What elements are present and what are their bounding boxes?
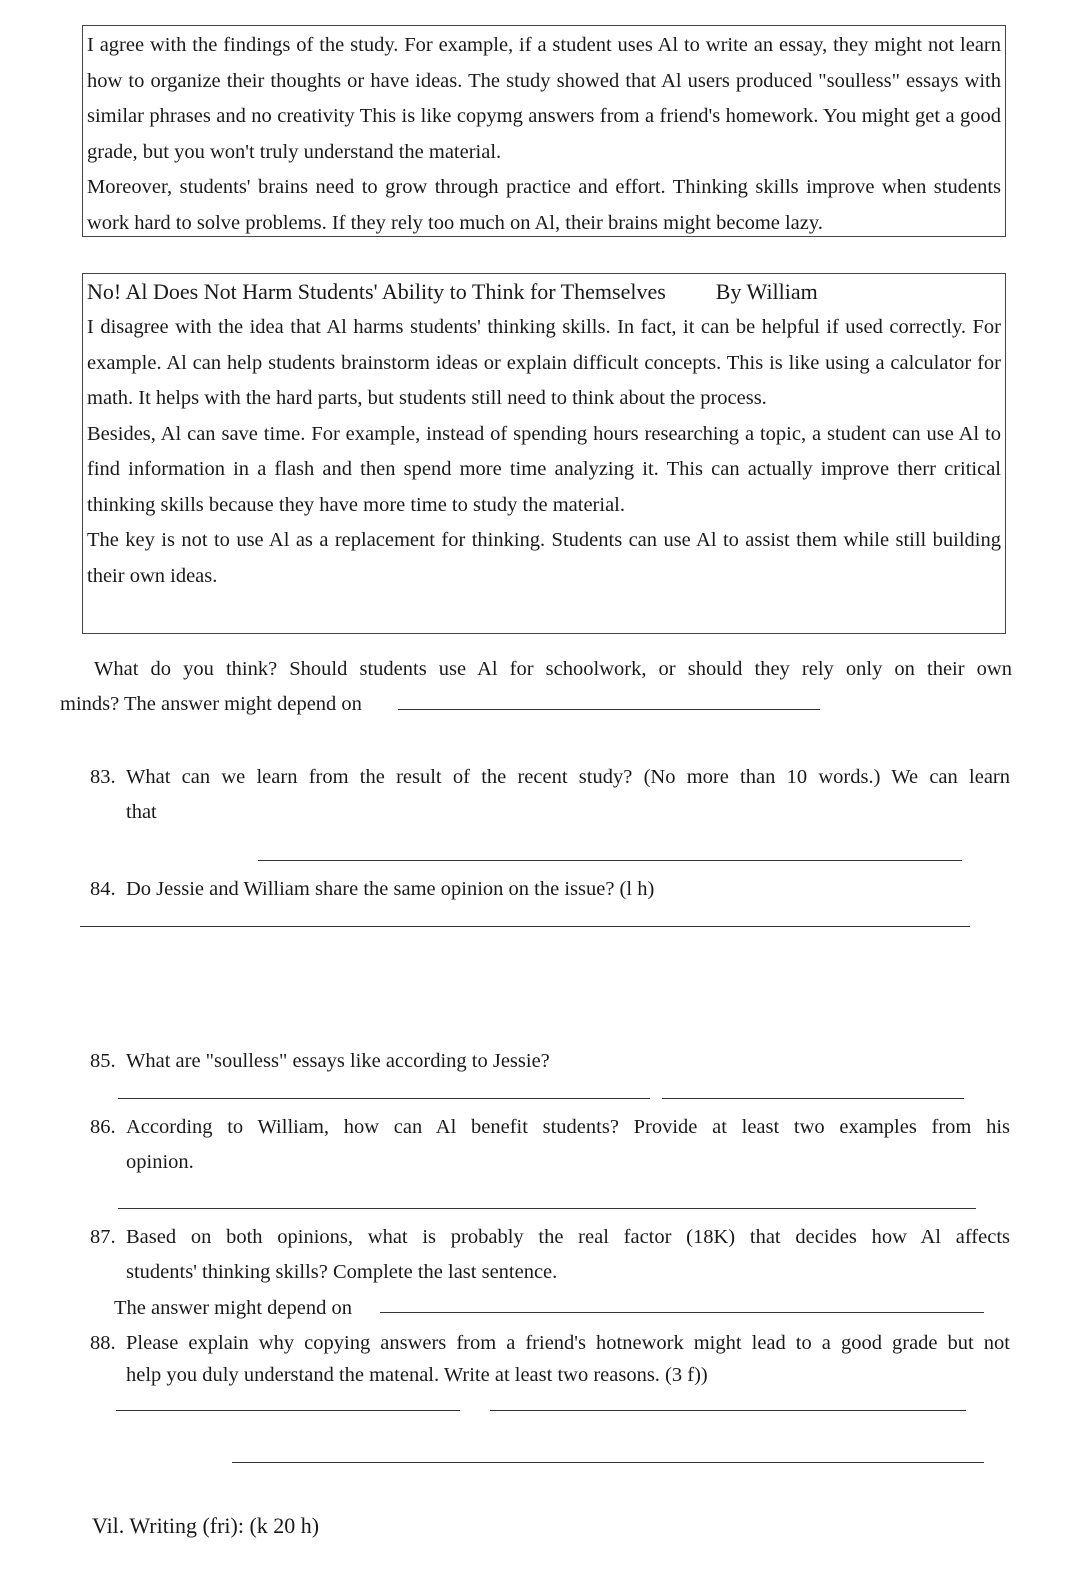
answer-line-88b[interactable] <box>490 1410 966 1411</box>
william-paragraph-2: Besides, Al can save time. For example, instead of spending hours researching a topic, a student can use Al to find information in a flash and then spend more time analyzing it. This can actually improve therr critical thinking skills because they have more time to study the material. <box>87 422 1001 516</box>
question-87-text: Based on both opinions, what is probably the real factor (18K) that decides how Al affects <box>126 1226 1010 1248</box>
question-88 <box>90 1326 1010 1389</box>
question-87-number: 87. <box>90 1226 116 1248</box>
closing-line-1: What do you think? Should students use Al for schoolwork, or should they rely only on their own <box>94 658 1012 680</box>
william-paragraph-1: I disagree with the idea that Al harms students' thinking skills. In fact, it can be helpful if used correctly. For example. Al can help students brainstorm ideas or explain difficult concepts. This is like using a calculator for math. It helps with the hard parts, but students still need to think about the process. <box>87 316 1001 409</box>
question-83-cont: that <box>126 801 157 823</box>
question-88-text: Please explain why copying answers from a friend's hotnework might lead to a good grade but not <box>126 1332 1010 1354</box>
question-87-cont: students' thinking skills? Complete the last sentence. <box>126 1261 558 1283</box>
answer-line-88a[interactable] <box>116 1410 460 1411</box>
jessie-paragraph-1: I agree with the findings of the study. For example, if a student uses Al to write an essay, they might not learn how to organize their thoughts or have ideas. The study showed that Al users produced "soulless" essays with similar phrases and no creativity This is like copymg answers from a friend's homework. You might get a good grade, but you won't truly understand the material. <box>87 34 1001 163</box>
answer-line-85a[interactable] <box>118 1098 650 1099</box>
question-85-number: 85. <box>90 1050 116 1072</box>
jessie-opinion-box <box>82 25 1006 237</box>
question-87 <box>90 1220 1010 1290</box>
section-heading-writing: Vil. Writing (fri): (k 20 h) <box>92 1513 320 1538</box>
question-84-number: 84. <box>90 878 116 900</box>
william-title-row <box>87 274 1001 310</box>
william-byline: By William <box>715 279 818 304</box>
question-83 <box>90 760 1010 830</box>
william-article-title: No! Al Does Not Harm Students' Ability to Think for Themselves <box>87 279 666 304</box>
question-86-number: 86. <box>90 1116 116 1138</box>
question-84-text: Do Jessie and William share the same opinion on the issue? (l h) <box>126 878 655 900</box>
answer-line-83[interactable] <box>258 860 962 861</box>
question-87-answer-prefix: The answer might depend on <box>114 1297 352 1319</box>
answer-line-88c[interactable] <box>232 1462 984 1463</box>
william-paragraph-3: The key is not to use Al as a replacement for thinking. Students can use Al to assist them while still building their own ideas. <box>87 529 1001 587</box>
answer-line-85b[interactable] <box>662 1098 964 1099</box>
question-85 <box>90 1044 1010 1079</box>
question-83-number: 83. <box>90 766 116 788</box>
question-88-cont: help you duly understand the matenal. Write at least two reasons. (3 f)) <box>126 1364 708 1386</box>
answer-line-86[interactable] <box>118 1208 976 1209</box>
jessie-paragraph-2: Moreover, students' brains need to grow through practice and effort. Thinking skills improve when students work hard to solve problems. If they rely too much on Al, their brains might become lazy. <box>87 176 1001 234</box>
question-86-text: According to William, how can Al benefit students? Provide at least two examples from his <box>126 1116 1010 1138</box>
closing-line-2: minds? The answer might depend on <box>60 693 362 715</box>
question-86 <box>90 1110 1010 1180</box>
william-opinion-box <box>82 273 1006 634</box>
question-88-number: 88. <box>90 1332 116 1354</box>
question-83-text: What can we learn from the result of the recent study? (No more than 10 words.) We can learn <box>126 766 1010 788</box>
question-84 <box>90 872 1010 907</box>
question-86-cont: opinion. <box>126 1151 194 1173</box>
question-85-text: What are "soulless" essays like according to Jessie? <box>126 1050 550 1072</box>
answer-line-84[interactable] <box>80 926 970 927</box>
answer-line-87[interactable] <box>380 1312 984 1313</box>
closing-answer-line[interactable] <box>398 709 820 710</box>
